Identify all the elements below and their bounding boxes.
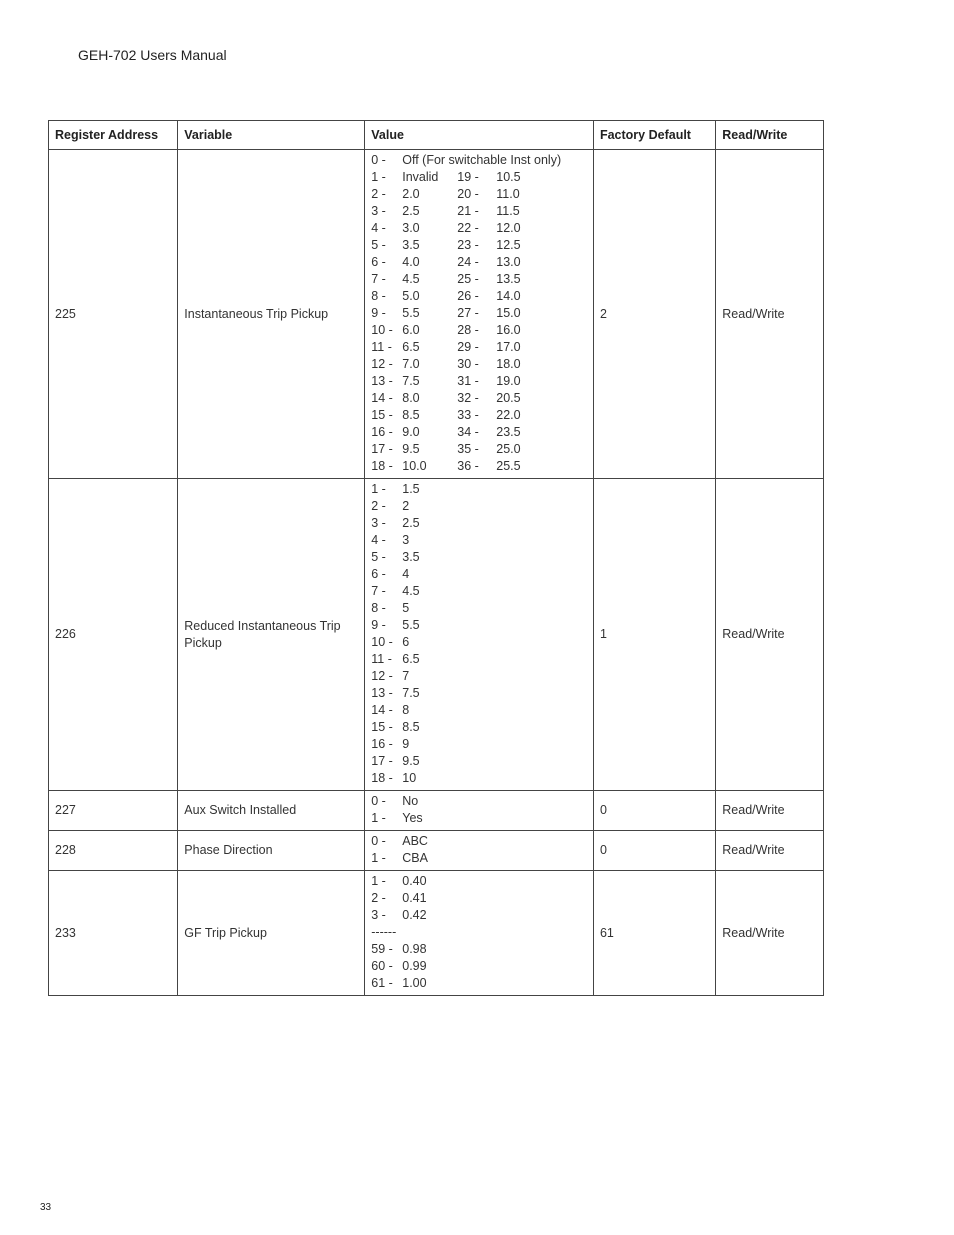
value-setting: 1.00 <box>402 976 427 990</box>
value-code: 1 - <box>371 874 386 888</box>
value-line <box>371 634 587 651</box>
value-code: 3 - <box>371 204 386 218</box>
value-setting: 6.5 <box>402 652 420 666</box>
value-line <box>371 651 587 668</box>
value-line <box>371 850 587 867</box>
value-cell <box>365 871 594 996</box>
page-header-title: GEH-702 Users Manual <box>78 47 227 63</box>
value-setting: 3.0 <box>402 221 420 235</box>
value-code: 12 - <box>371 357 393 371</box>
factory-default-cell: 0 <box>593 791 715 831</box>
value-setting: ABC <box>402 834 428 848</box>
value-code: 18 - <box>371 771 393 785</box>
value-code: 19 - <box>457 170 479 184</box>
value-line <box>371 203 587 220</box>
value-setting: 8.5 <box>402 720 420 734</box>
value-code: 8 - <box>371 289 386 303</box>
value-line <box>371 271 587 288</box>
value-line <box>371 390 587 407</box>
value-setting: 19.0 <box>496 374 521 388</box>
variable-cell: Reduced Instantaneous Trip Pickup <box>178 479 365 791</box>
value-setting: 4.5 <box>402 272 420 286</box>
value-setting: 23.5 <box>496 425 521 439</box>
value-setting: 11.0 <box>496 187 520 201</box>
value-line <box>371 254 587 271</box>
column-header-register-address: Register Address <box>49 121 178 150</box>
value-code: 16 - <box>371 425 393 439</box>
value-code: 30 - <box>457 357 479 371</box>
value-line <box>371 322 587 339</box>
value-code: 17 - <box>371 442 393 456</box>
value-setting: 9.0 <box>402 425 420 439</box>
value-setting: 2.0 <box>402 187 420 201</box>
value-code: 14 - <box>371 703 393 717</box>
value-line <box>371 356 587 373</box>
value-setting: 10.5 <box>496 170 521 184</box>
value-code: 12 - <box>371 669 393 683</box>
value-line <box>371 220 587 237</box>
value-code: 60 - <box>371 959 393 973</box>
value-line <box>371 975 587 992</box>
value-line <box>371 152 587 169</box>
value-line <box>371 186 587 203</box>
value-line <box>371 770 587 787</box>
value-code: 10 - <box>371 635 393 649</box>
value-code: 15 - <box>371 720 393 734</box>
value-setting: 22.0 <box>496 408 521 422</box>
value-code: 6 - <box>371 255 386 269</box>
register-address-cell: 225 <box>49 150 178 479</box>
value-cell <box>365 150 594 479</box>
value-setting: 11.5 <box>496 204 520 218</box>
value-setting: 6.0 <box>402 323 420 337</box>
value-line <box>371 617 587 634</box>
value-code: 3 - <box>371 908 386 922</box>
value-line <box>371 458 587 475</box>
value-line <box>371 941 587 958</box>
value-setting: 15.0 <box>496 306 521 320</box>
value-code: 36 - <box>457 459 479 473</box>
value-code: 22 - <box>457 221 479 235</box>
variable-cell: Instantaneous Trip Pickup <box>178 150 365 479</box>
value-setting: 12.0 <box>496 221 521 235</box>
value-code: 9 - <box>371 618 386 632</box>
value-code: 9 - <box>371 306 386 320</box>
value-line <box>371 288 587 305</box>
value-line <box>371 719 587 736</box>
value-code: 31 - <box>457 374 479 388</box>
value-cell <box>365 791 594 831</box>
value-setting: 3.5 <box>402 550 420 564</box>
value-setting: 5.0 <box>402 289 420 303</box>
value-line <box>371 237 587 254</box>
value-setting: 0.40 <box>402 874 427 888</box>
value-setting: 5.5 <box>402 618 420 632</box>
value-setting: 3 <box>402 533 410 547</box>
factory-default-cell: 0 <box>593 831 715 871</box>
value-setting: 4 <box>402 567 410 581</box>
table-row <box>49 791 824 831</box>
value-setting: 9.5 <box>402 754 420 768</box>
value-code: 13 - <box>371 374 393 388</box>
value-code: 3 - <box>371 516 386 530</box>
value-line <box>371 532 587 549</box>
value-line <box>371 668 587 685</box>
value-line <box>371 169 587 186</box>
value-setting: No <box>402 794 419 808</box>
value-setting: 25.0 <box>496 442 521 456</box>
variable-cell: Phase Direction <box>178 831 365 871</box>
read-write-cell: Read/Write <box>716 791 824 831</box>
value-code: 28 - <box>457 323 479 337</box>
value-line <box>371 583 587 600</box>
value-line <box>371 810 587 827</box>
read-write-cell: Read/Write <box>716 150 824 479</box>
value-setting: 9.5 <box>402 442 420 456</box>
value-setting: 16.0 <box>496 323 521 337</box>
value-line <box>371 958 587 975</box>
value-code: 17 - <box>371 754 393 768</box>
value-code: 4 - <box>371 221 386 235</box>
read-write-cell: Read/Write <box>716 479 824 791</box>
value-code: 6 - <box>371 567 386 581</box>
value-setting: 13.0 <box>496 255 521 269</box>
value-line <box>371 373 587 390</box>
factory-default-cell: 61 <box>593 871 715 996</box>
value-setting: 17.0 <box>496 340 521 354</box>
table-row <box>49 871 824 996</box>
variable-cell: GF Trip Pickup <box>178 871 365 996</box>
value-line <box>371 339 587 356</box>
column-header-read-write: Read/Write <box>716 121 824 150</box>
value-setting: 2.5 <box>402 204 420 218</box>
value-code: 4 - <box>371 533 386 547</box>
value-code: 16 - <box>371 737 393 751</box>
value-line <box>371 498 587 515</box>
value-setting: 9 <box>402 737 410 751</box>
value-code: 7 - <box>371 584 386 598</box>
column-header-value: Value <box>365 121 594 150</box>
value-setting: 7 <box>402 669 410 683</box>
value-setting: 7.5 <box>402 374 420 388</box>
value-setting: 10 <box>402 771 417 785</box>
value-setting: 10.0 <box>402 459 427 473</box>
value-code: 33 - <box>457 408 479 422</box>
read-write-cell: Read/Write <box>716 831 824 871</box>
value-line <box>371 702 587 719</box>
column-header-factory-default: Factory Default <box>593 121 715 150</box>
value-setting: 3.5 <box>402 238 420 252</box>
value-setting: Invalid <box>402 170 439 184</box>
value-setting: 20.5 <box>496 391 521 405</box>
value-setting: 0.98 <box>402 942 427 956</box>
value-line <box>371 907 587 924</box>
value-setting: CBA <box>402 851 428 865</box>
value-line <box>371 924 587 941</box>
value-setting: 13.5 <box>496 272 521 286</box>
value-code: 26 - <box>457 289 479 303</box>
value-line <box>371 833 587 850</box>
value-line <box>371 890 587 907</box>
value-setting: 2.5 <box>402 516 420 530</box>
value-line <box>371 481 587 498</box>
value-setting: 8 <box>402 703 410 717</box>
page-number: 33 <box>40 1202 52 1213</box>
read-write-cell: Read/Write <box>716 871 824 996</box>
value-code: 0 - <box>371 153 386 167</box>
value-setting: 7.0 <box>402 357 420 371</box>
value-line <box>371 515 587 532</box>
factory-default-cell: 2 <box>593 150 715 479</box>
value-code: 25 - <box>457 272 479 286</box>
value-code: 34 - <box>457 425 479 439</box>
value-code: 10 - <box>371 323 393 337</box>
value-setting: 5.5 <box>402 306 420 320</box>
value-code: 1 - <box>371 170 386 184</box>
value-setting: 8.5 <box>402 408 420 422</box>
variable-cell: Aux Switch Installed <box>178 791 365 831</box>
value-code: 61 - <box>371 976 393 990</box>
value-setting: Yes <box>402 811 423 825</box>
value-code: 1 - <box>371 811 386 825</box>
register-table <box>48 120 824 996</box>
value-setting: Off (For switchable Inst only) <box>402 153 562 167</box>
value-setting: 4.0 <box>402 255 420 269</box>
value-code: 59 - <box>371 942 393 956</box>
value-setting: 8.0 <box>402 391 420 405</box>
value-code: 20 - <box>457 187 479 201</box>
value-line <box>371 753 587 770</box>
value-setting: 4.5 <box>402 584 420 598</box>
value-setting: 14.0 <box>496 289 521 303</box>
value-code: 5 - <box>371 238 386 252</box>
value-line <box>371 407 587 424</box>
value-code: 32 - <box>457 391 479 405</box>
value-code: 11 - <box>371 652 392 666</box>
value-code: 5 - <box>371 550 386 564</box>
value-setting: 25.5 <box>496 459 521 473</box>
column-header-variable: Variable <box>178 121 365 150</box>
factory-default-cell: 1 <box>593 479 715 791</box>
value-code: 35 - <box>457 442 479 456</box>
value-setting: 5 <box>402 601 410 615</box>
register-address-cell: 233 <box>49 871 178 996</box>
value-code: 29 - <box>457 340 479 354</box>
value-code: 27 - <box>457 306 479 320</box>
value-setting: 18.0 <box>496 357 521 371</box>
table-header-row <box>49 121 824 150</box>
value-code: 2 - <box>371 187 386 201</box>
value-setting: 2 <box>402 499 410 513</box>
value-code: 2 - <box>371 891 386 905</box>
register-address-cell: 227 <box>49 791 178 831</box>
value-code: 0 - <box>371 794 386 808</box>
value-line <box>371 549 587 566</box>
value-code: 24 - <box>457 255 479 269</box>
value-line <box>371 793 587 810</box>
table-row <box>49 831 824 871</box>
value-setting: 7.5 <box>402 686 420 700</box>
value-code: 0 - <box>371 834 386 848</box>
value-cell <box>365 479 594 791</box>
value-line <box>371 305 587 322</box>
value-code: 23 - <box>457 238 479 252</box>
value-code: 7 - <box>371 272 386 286</box>
table-row <box>49 479 824 791</box>
value-code: 8 - <box>371 601 386 615</box>
value-line <box>371 441 587 458</box>
register-address-cell: 226 <box>49 479 178 791</box>
value-code: 1 - <box>371 851 386 865</box>
value-code: 13 - <box>371 686 393 700</box>
value-line <box>371 685 587 702</box>
value-line <box>371 600 587 617</box>
register-address-cell: 228 <box>49 831 178 871</box>
value-setting: 0.41 <box>402 891 427 905</box>
value-setting: 0.99 <box>402 959 427 973</box>
value-cell <box>365 831 594 871</box>
value-code: 2 - <box>371 499 386 513</box>
value-code: ------ <box>371 925 397 939</box>
value-line <box>371 566 587 583</box>
value-code: 21 - <box>457 204 479 218</box>
value-code: 1 - <box>371 482 386 496</box>
value-code: 14 - <box>371 391 393 405</box>
value-code: 11 - <box>371 340 392 354</box>
value-code: 18 - <box>371 459 393 473</box>
value-setting: 1.5 <box>402 482 420 496</box>
value-setting: 6.5 <box>402 340 420 354</box>
value-setting: 0.42 <box>402 908 427 922</box>
table-row <box>49 150 824 479</box>
value-code: 15 - <box>371 408 393 422</box>
value-line <box>371 736 587 753</box>
value-setting: 12.5 <box>496 238 521 252</box>
value-line <box>371 873 587 890</box>
value-line <box>371 424 587 441</box>
value-setting: 6 <box>402 635 410 649</box>
